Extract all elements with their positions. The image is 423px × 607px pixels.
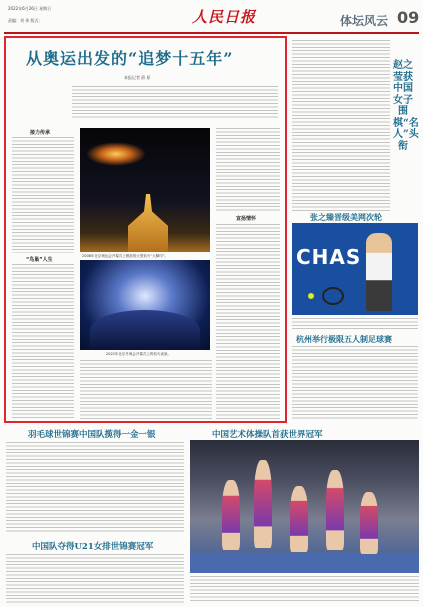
tower-shape — [128, 194, 168, 252]
photo2-caption: 2022年北京冬奥会开幕式上的焰火表演。 — [106, 352, 171, 356]
volleyball-text — [6, 554, 184, 604]
page-header — [4, 2, 419, 34]
stadium-shape — [90, 310, 200, 350]
feature-title: 从奥运出发的“追梦十五年” — [26, 49, 234, 68]
body-text-col3b — [216, 224, 280, 420]
volleyball-headline: 中国队夺得U21女排世锦赛冠军 — [32, 542, 154, 552]
gymnast-shape — [290, 486, 308, 552]
badminton-headline: 羽毛球世锦赛中国队揽得一金一银 — [28, 430, 156, 440]
subhead-1: 接力传承 — [30, 130, 51, 136]
body-text-col3 — [216, 128, 280, 212]
soccer-text — [292, 346, 418, 420]
feature-byline: 本报记者 薛 原 — [124, 75, 151, 80]
gymnast-shape — [326, 470, 344, 550]
tennis-caption-text — [292, 318, 418, 330]
tennis-photo — [292, 223, 418, 315]
body-text-col2 — [80, 360, 212, 420]
section-name: 体坛风云 — [340, 14, 389, 28]
right-article-text — [292, 40, 390, 212]
body-text-col1b — [12, 264, 74, 419]
editor-line: 责编：刘 伟 版式： — [8, 18, 43, 23]
bottom-right-headline: 杭州举行极限五人制足球赛 — [296, 334, 392, 344]
photo-headline: 张之臻晋级美网次轮 — [310, 212, 382, 222]
photo1-caption: 2008年北京奥运会开幕式上燃放的大型焰火“大脚印”。 — [82, 254, 169, 258]
banner-text: CHAS — [296, 245, 362, 269]
stadium-photo — [80, 260, 210, 350]
intro-text — [72, 86, 278, 120]
gymnastics-photo — [190, 440, 419, 573]
subhead-3: “鸟巢”人生 — [26, 257, 53, 263]
floor-shape — [190, 553, 419, 573]
vertical-title: 赵之莹获中国女子围棋“名人”头衔 — [393, 60, 419, 152]
badminton-text — [6, 442, 184, 532]
subhead-2: 宣扬情怀 — [236, 216, 257, 222]
gymnastics-headline: 中国艺术体操队首获世界冠军 — [212, 430, 323, 440]
gymnast-shape — [254, 460, 272, 548]
gymnast-shape — [360, 492, 378, 554]
gymnast-shape — [222, 480, 240, 550]
body-text-col1 — [12, 137, 74, 253]
gymnastics-caption — [190, 576, 419, 602]
player-shape — [366, 233, 392, 311]
fireworks-glow — [86, 142, 146, 166]
date-line: 2022年6月26日 星期日 — [8, 6, 52, 11]
ball-shape — [308, 293, 314, 299]
page-number: 09 — [397, 8, 420, 27]
fireworks-photo — [80, 128, 210, 252]
featured-article[interactable] — [4, 36, 287, 423]
racket-shape — [322, 287, 344, 305]
paper-name: 人民日报 — [192, 8, 257, 26]
